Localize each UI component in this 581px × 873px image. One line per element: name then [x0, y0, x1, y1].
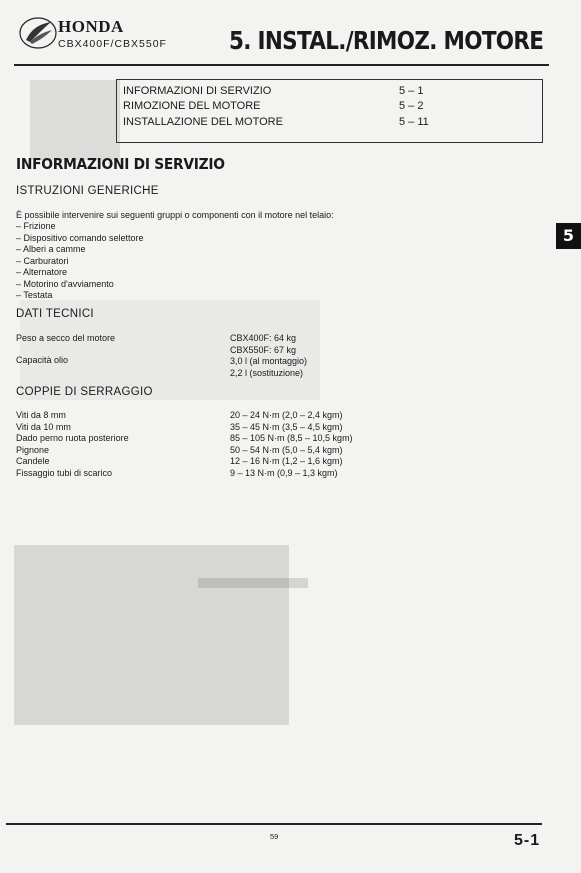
- toc-entry-page: 5 – 2: [399, 100, 424, 112]
- model-codes: CBX400F/CBX550F: [58, 38, 167, 50]
- page-title: 5. INSTAL./RIMOZ. MOTORE: [229, 26, 544, 55]
- list-item: – Alberi a camme: [16, 244, 86, 254]
- toc-entry-label: INFORMAZIONI DI SERVIZIO: [123, 85, 272, 97]
- toc-entry-page: 5 – 1: [399, 85, 424, 97]
- spec-value: 3,0 l (al montaggio): [230, 356, 308, 366]
- torque-value: 20 – 24 N·m (2,0 – 2,4 kgm): [230, 410, 343, 420]
- general-instructions-intro: È possibile intervenire sui seguenti gruppi o componenti con il motore nel telaio:: [16, 210, 334, 220]
- page-number: 59: [270, 832, 279, 841]
- brand-name: HONDA: [58, 17, 124, 36]
- chapter-tab: 5: [556, 223, 581, 249]
- torque-label: Dado perno ruota posteriore: [16, 433, 129, 443]
- oil-capacity-values: [230, 356, 307, 379]
- bleed-through-photo: [14, 545, 289, 725]
- toc-entry-label: INSTALLAZIONE DEL MOTORE: [123, 116, 283, 128]
- torque-value: 9 – 13 N·m (0,9 – 1,3 kgm): [230, 467, 338, 478]
- honda-wing-logo: [18, 16, 58, 50]
- torque-value: 50 – 54 N·m (5,0 – 5,4 kgm): [230, 444, 343, 455]
- bleed-through-photo: [198, 578, 308, 588]
- torque-value: 12 – 16 N·m (1,2 – 1,6 kgm): [230, 456, 343, 466]
- torque-values: [230, 410, 353, 479]
- torque-value: 35 – 45 N·m (3,5 – 4,5 kgm): [230, 421, 343, 432]
- spec-value: CBX550F: 67 kg: [230, 344, 297, 355]
- component-list: [16, 221, 144, 302]
- spec-value: CBX400F: 64 kg: [230, 333, 297, 343]
- list-item: – Motorino d'avviamento: [16, 278, 114, 289]
- bleed-through-photo: [30, 80, 120, 160]
- torque-heading: COPPIE DI SERRAGGIO: [16, 386, 153, 398]
- list-item: – Alternatore: [16, 267, 68, 277]
- torque-label: Candele: [16, 456, 50, 466]
- toc-entry-page: 5 – 11: [399, 116, 429, 128]
- header-divider: [14, 64, 549, 66]
- dry-weight-label: Peso a secco del motore: [16, 333, 116, 343]
- spec-value: 2,2 l (sostituzione): [230, 367, 304, 378]
- dry-weight-values: [230, 333, 296, 356]
- list-item: – Frizione: [16, 221, 56, 231]
- list-item: – Carburatori: [16, 255, 69, 266]
- section-title: INFORMAZIONI DI SERVIZIO: [16, 155, 225, 173]
- list-item: – Dispositivo comando selettore: [16, 232, 144, 243]
- technical-data-heading: DATI TECNICI: [16, 308, 94, 320]
- torque-value: 85 – 105 N·m (8,5 – 10,5 kgm): [230, 433, 353, 443]
- general-instructions-heading: ISTRUZIONI GENERICHE: [16, 185, 159, 197]
- toc-entry-label: RIMOZIONE DEL MOTORE: [123, 100, 261, 112]
- torque-label: Pignone: [16, 444, 50, 455]
- torque-label: Viti da 8 mm: [16, 410, 66, 420]
- contents-box: [116, 79, 543, 143]
- torque-labels: [16, 410, 129, 479]
- list-item: – Testata: [16, 290, 53, 300]
- footer-divider: [6, 823, 542, 825]
- section-page-code: 5-1: [514, 832, 541, 849]
- torque-label: Fissaggio tubi di scarico: [16, 467, 113, 478]
- torque-label: Viti da 10 mm: [16, 421, 71, 432]
- oil-capacity-label: Capacità olio: [16, 355, 69, 365]
